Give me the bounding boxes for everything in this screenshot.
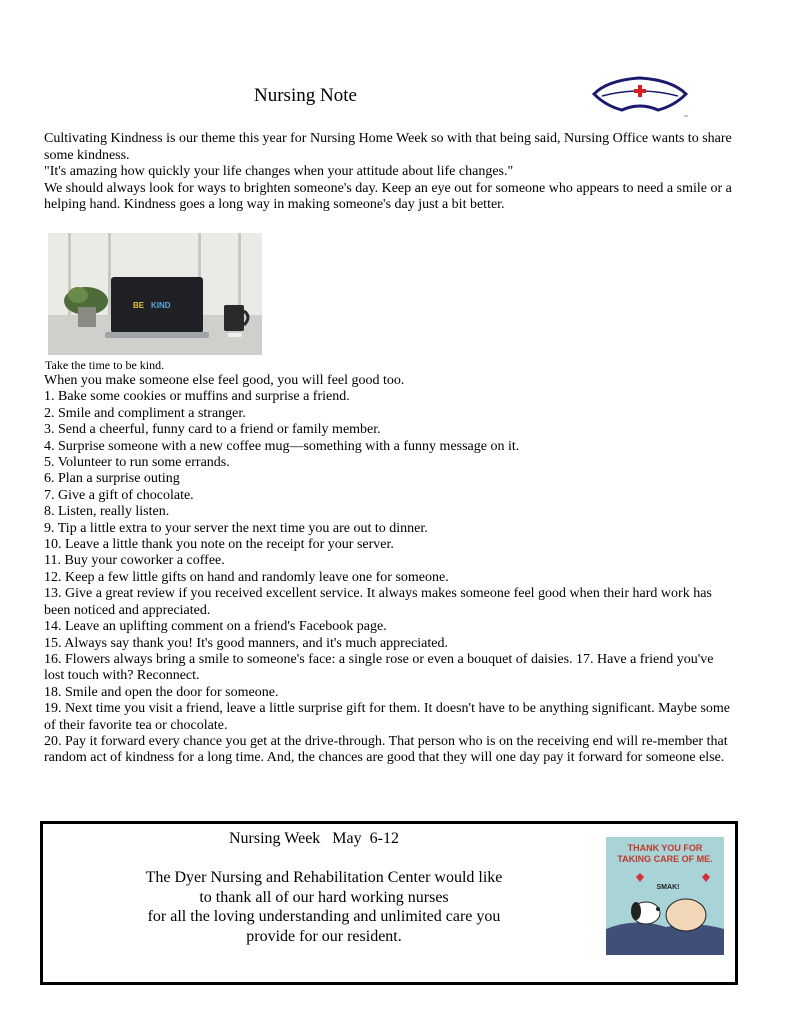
list-item: 7. Give a gift of chocolate. bbox=[44, 487, 194, 503]
card-sound-text: SMAK! bbox=[656, 884, 680, 891]
intro-text bbox=[44, 131, 744, 214]
list-item: 6. Plan a surprise outing bbox=[44, 471, 180, 487]
thank-you-line: to thank all of our hard working nurses bbox=[199, 888, 449, 906]
thank-you-line: The Dyer Nursing and Rehabilitation Center would like bbox=[145, 869, 503, 886]
list-item: 8. Listen, really listen. bbox=[44, 504, 170, 520]
nurse-cap-icon bbox=[588, 72, 692, 118]
list-item: 3. Send a cheerful, funny card to a friend or family member. bbox=[44, 422, 381, 438]
nursing-week-title: Nursing Week May 6-12 bbox=[229, 830, 399, 847]
list-item: 14. Leave an uplifting comment on a friend's Facebook page. bbox=[44, 619, 387, 635]
list-item: 11. Buy your coworker a coffee. bbox=[44, 553, 225, 569]
list-item: 15. Always say thank you! It's good manners, and it's much appreciated. bbox=[44, 635, 448, 651]
list-item: 5. Volunteer to run some errands. bbox=[44, 455, 230, 471]
snoopy-thank-you-card bbox=[606, 837, 724, 955]
list-item: 2. Smile and compliment a stranger. bbox=[44, 405, 246, 421]
list-item: 1. Bake some cookies or muffins and surprise a friend. bbox=[44, 389, 350, 405]
list-item: 18. Smile and open the door for someone. bbox=[44, 684, 279, 700]
screen-text-be: BE bbox=[133, 301, 145, 310]
page-title: Nursing Note bbox=[254, 85, 357, 106]
list-item: 19. Next time you visit a friend, leave a little surprise gift for them. It doesn't have to be anything significant. Maybe some of their favorite tea or chocolate. bbox=[44, 701, 731, 733]
laptop-scene-image bbox=[48, 233, 262, 355]
list-item: 9. Tip a little extra to your server the next time you are out to dinner. bbox=[44, 520, 428, 536]
kindness-list bbox=[44, 373, 734, 767]
thank-you-line: provide for our resident. bbox=[246, 927, 402, 945]
list-item: 20. Pay it forward every chance you get at the drive-through. That person who is on the receiving end will re-member that random act of kindness for a long time. And, the chances are good that they will one day pay it forward for someone else. bbox=[44, 733, 728, 766]
thank-you-line: for all the loving understanding and unlimited care you bbox=[147, 908, 501, 925]
card-text-line1: THANK YOU FOR bbox=[627, 843, 703, 853]
list-item: 10. Leave a little thank you note on the receipt for your server. bbox=[44, 537, 394, 553]
list-item: 12. Keep a few little gifts on hand and randomly leave one for someone. bbox=[44, 569, 449, 585]
list-intro: When you make someone else feel good, you will feel good too. bbox=[44, 373, 405, 388]
intro-quote: "It's amazing how quickly your life changes when your attitude about life changes." bbox=[44, 164, 514, 179]
list-item: 13. Give a great review if you received excellent service. It always makes someone feel good when their hard work has been noticed and appreciated. bbox=[44, 586, 712, 618]
list-item: 16. Flowers always bring a smile to someone's face: a single rose or even a bouquet of daisies. 17. Have a friend you've lost touch with? Reconnect. bbox=[44, 651, 714, 684]
nursing-week-box bbox=[40, 821, 738, 985]
intro-line: We should always look for ways to brighten someone's day. Keep an eye out for someone who appears to need a smile or a helping hand. Kindness goes a long way in making someone's day just a bit better. bbox=[44, 180, 732, 212]
intro-line: Cultivating Kindness is our theme this year for Nursing Home Week so with that being said, Nursing Office wants to share some kindness. bbox=[44, 131, 732, 163]
card-text-line2: TAKING CARE OF ME. bbox=[617, 854, 713, 864]
photo-caption: Take the time to be kind. bbox=[45, 358, 165, 372]
snoopy-card-image bbox=[606, 837, 724, 955]
be-kind-laptop-photo bbox=[48, 233, 262, 355]
list-item: 4. Surprise someone with a new coffee mug—something with a funny message on it. bbox=[44, 438, 520, 454]
thank-you-message bbox=[103, 868, 545, 946]
screen-text-kind: KIND bbox=[151, 301, 171, 310]
